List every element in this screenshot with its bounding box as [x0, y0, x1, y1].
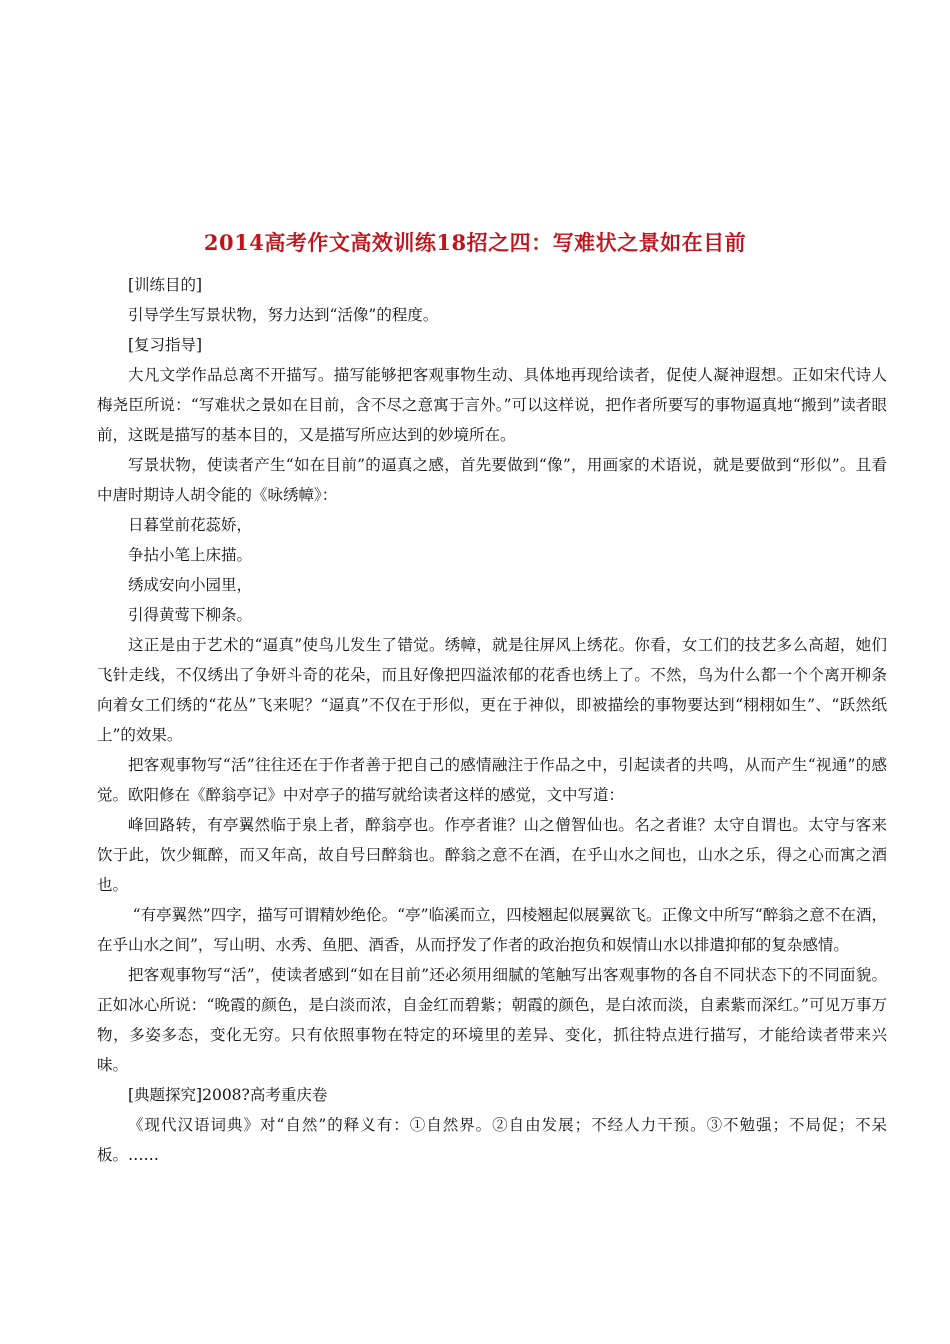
section-heading-training-goal: [训练目的]: [128, 276, 203, 294]
paragraph: 把客观事物写“活”，使读者感到“如在目前”还必须用细腻的笔触写出客观事物的各自不同状态下的不同面貌。正如冰心所说：“晚霞的颜色，是白淡而浓，自金红而碧紫；朝霞的颜色，是白浓而淡，自素紫而深红。”可见万事万物，多姿多态，变化无穷。只有依照事物在特定的环境里的差异、变化，抓往特点进行描写，才能给读者带来兴味。: [97, 966, 887, 1074]
paragraph: 写景状物，使读者产生“如在目前”的逼真之感，首先要做到“像”，用画家的术语说，就是要做到“形似”。且看中唐时期诗人胡令能的《咏绣幛》：: [97, 456, 887, 504]
section-heading-review-guide: [复习指导]: [128, 336, 203, 354]
section-heading-exam-example: [典题探究]2008?高考重庆卷: [128, 1086, 328, 1104]
paragraph: 引导学生写景状物，努力达到“活像”的程度。: [128, 306, 439, 324]
paragraph: “有亭翼然”四字，描写可谓精妙绝伦。“亭”临溪而立，四棱翘起似展翼欲飞。正像文中所写“醉翁之意不在酒，在乎山水之间”，写山明、水秀、鱼肥、酒香，从而抒发了作者的政治抱负和娱情山水以排遣抑郁的复杂感情。: [97, 906, 887, 954]
paragraph: 大凡文学作品总离不开描写。描写能够把客观事物生动、具体地再现给读者，促使人凝神遐想。正如宋代诗人梅尧臣所说：“写难状之景如在目前，含不尽之意寓于言外。”可以这样说，把作者所要写的事物逼真地“搬到”读者眼前，这既是描写的基本目的，又是描写所应达到的妙境所在。: [97, 366, 887, 444]
poem-line: 争拈小笔上床描。: [128, 546, 253, 564]
quoted-passage: 峰回路转，有亭翼然临于泉上者，醉翁亭也。作亭者谁？山之僧智仙也。名之者谁？太守自谓也。太守与客来饮于此，饮少辄醉，而又年高，故自号曰醉翁也。醉翁之意不在酒，在乎山水之间也，山水之乐，得之心而寓之酒也。: [97, 816, 887, 894]
poem-line: 引得黄莺下柳条。: [128, 606, 253, 624]
paragraph: 这正是由于艺术的“逼真”使鸟儿发生了错觉。绣幛，就是往屏风上绣花。你看，女工们的技艺多么高超，她们飞针走线，不仅绣出了争妍斗奇的花朵，而且好像把四溢浓郁的花香也绣上了。不然，鸟为什么都一个个离开柳条向着女工们绣的“花丛”飞来呢？“逼真”不仅在于形似，更在于神似，即被描绘的事物要达到“栩栩如生”、“跃然纸上”的效果。: [97, 636, 887, 744]
poem-line: 绣成安向小园里，: [128, 576, 253, 594]
paragraph: 《现代汉语词典》对“自然”的释义有：①自然界。②自由发展；不经人力干预。③不勉强；不局促；不呆板。……: [97, 1116, 887, 1164]
poem-line: 日暮堂前花蕊娇，: [128, 516, 253, 534]
paragraph: 把客观事物写“活”往往还在于作者善于把自己的感情融注于作品之中，引起读者的共鸣，从而产生“视通”的感觉。欧阳修在《醉翁亭记》中对亭子的描写就给读者这样的感觉，文中写道：: [97, 756, 887, 804]
document-title: 2014高考作文高效训练18招之四：写难状之景如在目前: [203, 230, 747, 255]
document-body: [97, 270, 887, 1170]
